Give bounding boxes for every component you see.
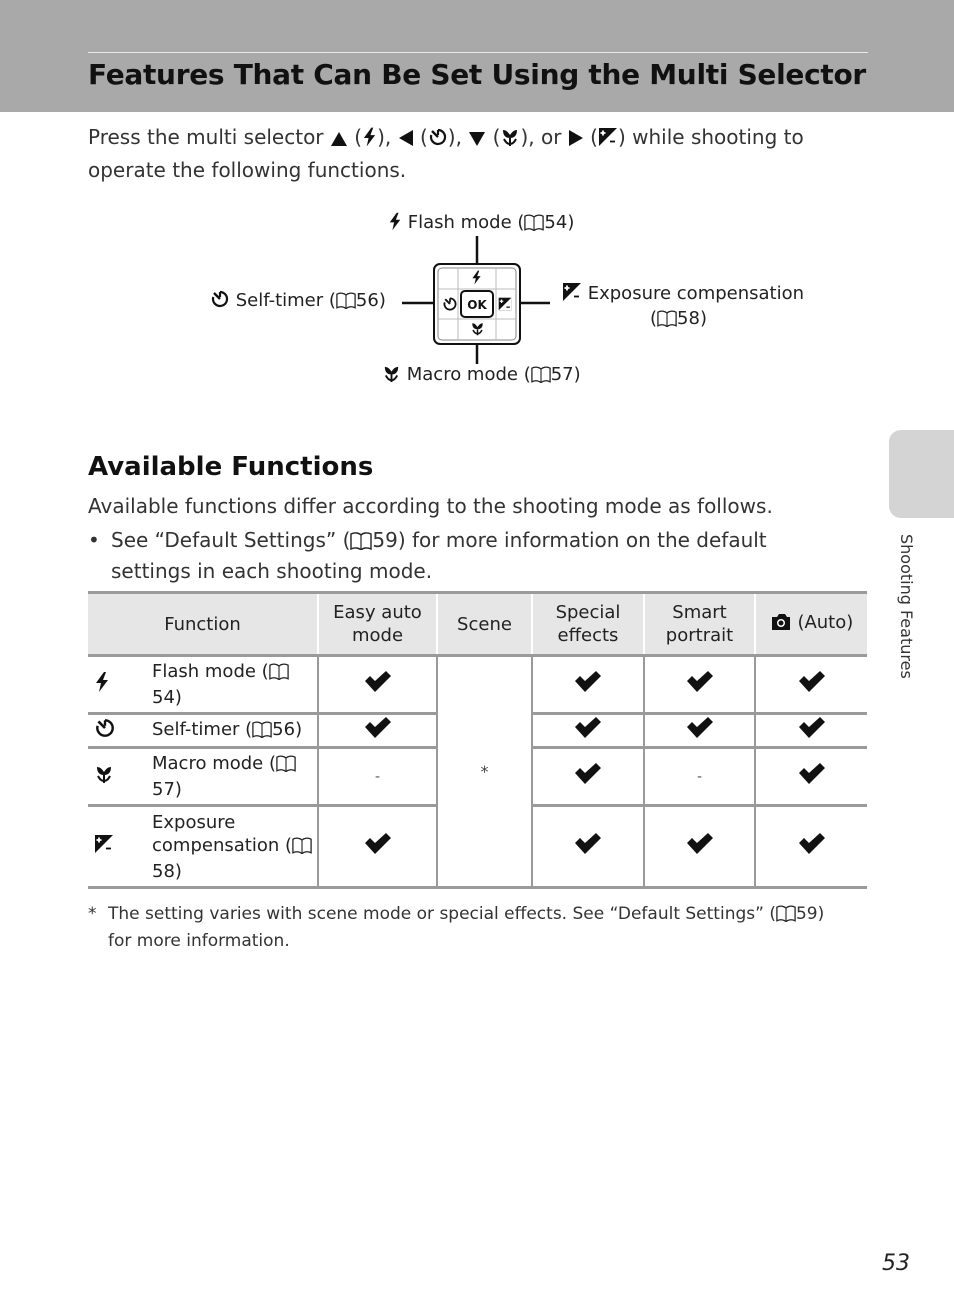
- book-icon: [531, 366, 551, 388]
- check-icon: [685, 717, 715, 739]
- footnote-mark: *: [88, 904, 97, 924]
- book-icon: [776, 905, 796, 929]
- book-icon: [350, 529, 372, 557]
- function-label-end: ): [174, 860, 182, 882]
- footnote-text-1: The setting varies with scene mode or special effects. See “Default Settings” (: [108, 904, 776, 924]
- function-cell: [88, 806, 318, 888]
- book-icon: [336, 292, 356, 314]
- flash-label: Flash mode (: [407, 212, 525, 233]
- header-scene: Scene: [437, 593, 532, 656]
- header-easy-auto: Easy auto mode: [318, 593, 437, 656]
- footnote-text-2: ) for more information.: [108, 904, 825, 951]
- function-label: Macro mode (: [152, 753, 276, 774]
- page-number: 53: [882, 1251, 910, 1276]
- exposure-page-prefix: (: [650, 308, 658, 329]
- book-icon: [269, 663, 289, 686]
- function-page: 58: [152, 860, 175, 882]
- function-page: 57: [152, 779, 175, 800]
- function-cell: [88, 748, 318, 806]
- book-icon: [276, 755, 296, 778]
- section-intro: Available functions differ according to the shooting mode as follows.: [88, 494, 773, 518]
- header-rule: [88, 52, 868, 53]
- exposure-page-end: ): [699, 308, 707, 329]
- header-special-effects: Special effects: [532, 593, 644, 656]
- check-icon: [363, 671, 393, 693]
- check-icon: [797, 763, 827, 785]
- intro-text-1: Press the multi selector: [88, 125, 330, 149]
- table-header-row: [88, 593, 867, 656]
- function-label: Exposure compensation (: [152, 811, 292, 856]
- footnote-page: 59: [795, 904, 818, 924]
- self-timer-page: 56: [355, 290, 379, 311]
- check-icon: [363, 717, 393, 739]
- triangle-left-icon: [398, 125, 414, 155]
- diagram-exposure-icon: [499, 298, 512, 311]
- check-mark-cell: [532, 714, 644, 748]
- book-icon: [657, 310, 677, 332]
- header-auto-label: (Auto): [797, 612, 854, 633]
- check-mark-cell: [532, 748, 644, 806]
- multi-selector-diagram: [400, 236, 550, 366]
- ok-button-label: OK: [467, 298, 487, 312]
- check-mark-cell: [532, 656, 644, 714]
- diagram-label-flash: [388, 212, 574, 236]
- footnote-text: [108, 902, 848, 953]
- check-mark-cell: [755, 656, 867, 714]
- intro-text-7: ), or: [520, 125, 568, 149]
- triangle-right-icon: [568, 125, 584, 155]
- function-label: Self-timer (: [152, 718, 253, 740]
- intro-text-4: (: [413, 125, 428, 149]
- function-page: 54: [152, 687, 175, 708]
- check-icon: [685, 671, 715, 693]
- diagram-label-macro: [382, 364, 581, 388]
- flash-page: 54: [544, 212, 568, 233]
- macro-icon: [382, 364, 401, 388]
- camera-icon: [770, 613, 792, 637]
- scene-footnote-mark: *: [480, 762, 489, 781]
- function-label-end: ): [295, 718, 303, 740]
- exposure-compensation-icon: [562, 282, 582, 307]
- function-cell: [88, 714, 318, 748]
- macro-label: Macro mode (: [406, 364, 531, 385]
- check-mark-cell: [318, 806, 437, 888]
- macro-page: 57: [550, 364, 574, 385]
- self-timer-label-end: ): [378, 290, 386, 311]
- check-icon: [573, 833, 603, 855]
- check-mark-cell: [644, 656, 755, 714]
- bullet-dot: •: [88, 528, 100, 552]
- function-label-end: ): [174, 779, 182, 800]
- function-cell: [88, 656, 318, 714]
- book-icon: [524, 214, 544, 236]
- triangle-up-icon: [330, 125, 348, 155]
- self-timer-label: Self-timer (: [235, 290, 336, 311]
- header-smart-portrait: Smart portrait: [644, 593, 755, 656]
- unavailable-cell: [644, 748, 755, 806]
- macro-label-end: ): [573, 364, 581, 385]
- check-icon: [797, 671, 827, 693]
- intro-text-2: (: [347, 125, 363, 149]
- intro-text-5: ),: [447, 125, 469, 149]
- bullet-text-1: See “Default Settings” (: [111, 528, 351, 552]
- triangle-down-icon: [468, 125, 486, 155]
- macro-icon: [500, 125, 520, 155]
- unavailable-mark: -: [374, 769, 381, 785]
- check-mark-cell: [644, 806, 755, 888]
- diagram-label-exposure: [562, 282, 804, 307]
- intro-paragraph: [88, 122, 878, 185]
- bullet-text: [111, 526, 851, 585]
- function-page: 56: [272, 718, 296, 740]
- header-auto: [755, 593, 867, 656]
- check-mark-cell: [755, 806, 867, 888]
- diagram-label-self-timer: [210, 289, 386, 314]
- book-icon: [252, 721, 272, 744]
- unavailable-cell: [318, 748, 437, 806]
- side-tab-label: Shooting Features: [897, 534, 916, 679]
- bullet-page: 59: [372, 528, 398, 552]
- functions-table: [88, 591, 867, 889]
- header-function: Function: [88, 593, 318, 656]
- flash-label-end: ): [567, 212, 575, 233]
- diagram-label-exposure-page: [650, 308, 707, 332]
- exposure-label: Exposure compensation: [587, 283, 805, 304]
- check-icon: [363, 833, 393, 855]
- page-title: Features That Can Be Set Using the Multi Selector: [88, 58, 866, 91]
- side-tab: [889, 430, 954, 518]
- header-band: [0, 0, 954, 112]
- intro-text-8: (: [583, 125, 598, 149]
- function-label: Flash mode (: [152, 661, 269, 682]
- intro-text-3: ),: [377, 125, 398, 149]
- function-label-end: ): [174, 687, 182, 708]
- check-mark-cell: [644, 714, 755, 748]
- exposure-compensation-icon: [598, 125, 618, 155]
- intro-text-9: ) while shooting to operate the following functions.: [88, 125, 804, 182]
- check-icon: [797, 833, 827, 855]
- check-icon: [573, 717, 603, 739]
- check-mark-cell: [755, 748, 867, 806]
- flash-icon: [94, 671, 110, 699]
- section-heading: Available Functions: [88, 452, 374, 482]
- table-row: [88, 656, 867, 714]
- flash-icon: [362, 125, 377, 155]
- macro-icon: [94, 764, 114, 790]
- check-mark-cell: [755, 714, 867, 748]
- intro-text-6: (: [486, 125, 501, 149]
- exposure-compensation-icon: [94, 834, 114, 860]
- check-mark-cell: [532, 806, 644, 888]
- scene-cell: [437, 656, 532, 888]
- check-mark-cell: [318, 656, 437, 714]
- self-timer-icon: [210, 289, 230, 314]
- check-icon: [573, 671, 603, 693]
- check-mark-cell: [318, 714, 437, 748]
- flash-icon: [388, 212, 402, 236]
- book-icon: [292, 837, 312, 860]
- exposure-page: 58: [677, 308, 700, 329]
- bullet-text-2: ) for more information on the default settings in each shooting mode.: [111, 528, 767, 583]
- check-icon: [797, 717, 827, 739]
- self-timer-icon: [428, 125, 448, 155]
- check-icon: [685, 833, 715, 855]
- unavailable-mark: -: [696, 769, 703, 785]
- self-timer-icon: [94, 717, 116, 745]
- check-icon: [573, 763, 603, 785]
